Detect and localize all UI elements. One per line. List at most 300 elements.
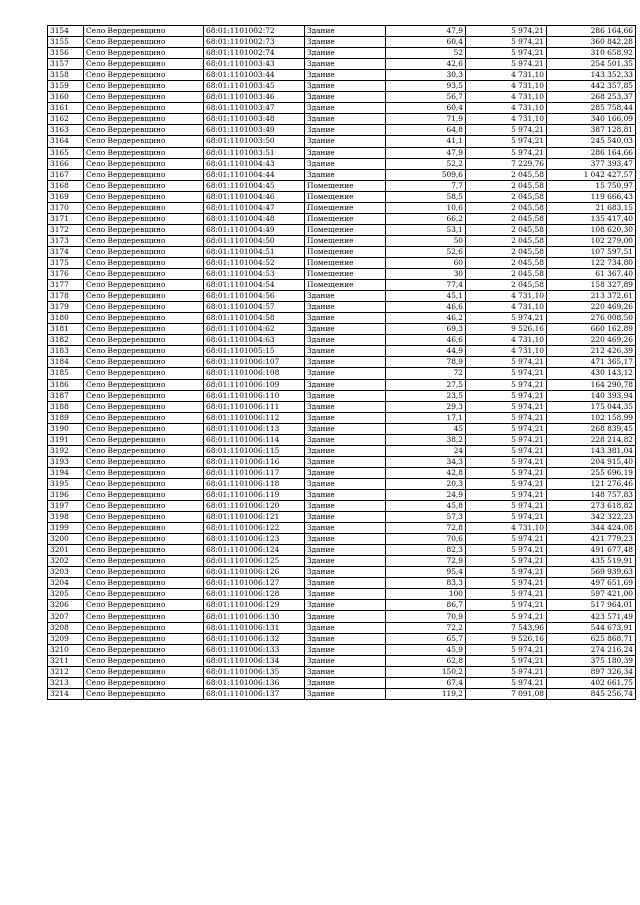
cadastral-number-cell: 68:01:1101006:130 bbox=[204, 611, 305, 622]
specific-value-cell: 5 974,21 bbox=[466, 489, 547, 500]
cadastral-number-cell: 68:01:1101006:135 bbox=[204, 666, 305, 677]
locality-cell: Село Вердеревщино bbox=[84, 291, 204, 302]
cadastral-number-cell: 68:01:1101006:122 bbox=[204, 523, 305, 534]
row-number: 3207 bbox=[48, 611, 84, 622]
object-type-cell: Здание bbox=[305, 644, 386, 655]
specific-value-cell: 4 731,10 bbox=[466, 114, 547, 125]
row-number: 3178 bbox=[48, 291, 84, 302]
cadastral-value-cell: 430 143,12 bbox=[547, 368, 636, 379]
cadastral-value-cell: 377 393,47 bbox=[547, 158, 636, 169]
row-number: 3189 bbox=[48, 412, 84, 423]
locality-cell: Село Вердеревщино bbox=[84, 114, 204, 125]
cadastral-value-cell: 845 256,74 bbox=[547, 688, 636, 699]
table-row bbox=[48, 213, 636, 224]
cadastral-value-cell: 517 964,01 bbox=[547, 600, 636, 611]
cadastral-number-cell: 68:01:1101006:129 bbox=[204, 600, 305, 611]
cadastral-value-cell: 268 253,37 bbox=[547, 92, 636, 103]
object-type-cell: Здание bbox=[305, 578, 386, 589]
locality-cell: Село Вердеревщино bbox=[84, 235, 204, 246]
locality-cell: Село Вердеревщино bbox=[84, 147, 204, 158]
area-cell: 42,6 bbox=[386, 59, 466, 70]
table-row bbox=[48, 48, 636, 59]
table-row bbox=[48, 512, 636, 523]
locality-cell: Село Вердеревщино bbox=[84, 512, 204, 523]
table-row bbox=[48, 523, 636, 534]
specific-value-cell: 4 731,10 bbox=[466, 291, 547, 302]
specific-value-cell: 4 731,10 bbox=[466, 335, 547, 346]
locality-cell: Село Вердеревщино bbox=[84, 257, 204, 268]
specific-value-cell: 5 974,21 bbox=[466, 48, 547, 59]
locality-cell: Село Вердеревщино bbox=[84, 335, 204, 346]
object-type-cell: Здание bbox=[305, 125, 386, 136]
cadastral-number-cell: 68:01:1101002:72 bbox=[204, 26, 305, 37]
cadastral-value-cell: 360 842,28 bbox=[547, 37, 636, 48]
cadastral-value-cell: 1 042 427,57 bbox=[547, 169, 636, 180]
cadastral-value-cell: 61 367,40 bbox=[547, 269, 636, 280]
locality-cell: Село Вердеревщино bbox=[84, 456, 204, 467]
table-row bbox=[48, 357, 636, 368]
cadastral-value-cell: 108 620,30 bbox=[547, 224, 636, 235]
specific-value-cell: 5 974,21 bbox=[466, 655, 547, 666]
table-row bbox=[48, 346, 636, 357]
locality-cell: Село Вердеревщино bbox=[84, 467, 204, 478]
table-row bbox=[48, 423, 636, 434]
locality-cell: Село Вердеревщино bbox=[84, 37, 204, 48]
cadastral-number-cell: 68:01:1101004:56 bbox=[204, 291, 305, 302]
object-type-cell: Здание bbox=[305, 622, 386, 633]
locality-cell: Село Вердеревщино bbox=[84, 534, 204, 545]
area-cell: 41,1 bbox=[386, 136, 466, 147]
locality-cell: Село Вердеревщино bbox=[84, 412, 204, 423]
object-type-cell: Здание bbox=[305, 489, 386, 500]
area-cell: 46,6 bbox=[386, 335, 466, 346]
area-cell: 60,4 bbox=[386, 103, 466, 114]
cadastral-number-cell: 68:01:1101004:54 bbox=[204, 280, 305, 291]
area-cell: 62,8 bbox=[386, 655, 466, 666]
row-number: 3208 bbox=[48, 622, 84, 633]
cadastral-number-cell: 68:01:1101006:131 bbox=[204, 622, 305, 633]
table-row bbox=[48, 644, 636, 655]
table-row bbox=[48, 114, 636, 125]
table-row bbox=[48, 368, 636, 379]
table-row bbox=[48, 688, 636, 699]
cadastral-number-cell: 68:01:1101004:43 bbox=[204, 158, 305, 169]
specific-value-cell: 2 045,58 bbox=[466, 180, 547, 191]
table-row bbox=[48, 169, 636, 180]
row-number: 3160 bbox=[48, 92, 84, 103]
cadastral-value-cell: 164 290,78 bbox=[547, 379, 636, 390]
row-number: 3205 bbox=[48, 589, 84, 600]
cadastral-number-cell: 68:01:1101006:121 bbox=[204, 512, 305, 523]
table-row bbox=[48, 611, 636, 622]
locality-cell: Село Вердеревщино bbox=[84, 688, 204, 699]
area-cell: 45 bbox=[386, 423, 466, 434]
cadastral-value-cell: 497 651,69 bbox=[547, 578, 636, 589]
cadastral-value-cell: 273 618,82 bbox=[547, 501, 636, 512]
object-type-cell: Здание bbox=[305, 158, 386, 169]
cadastral-value-cell: 140 393,94 bbox=[547, 390, 636, 401]
object-type-cell: Здание bbox=[305, 48, 386, 59]
object-type-cell: Здание bbox=[305, 589, 386, 600]
row-number: 3171 bbox=[48, 213, 84, 224]
specific-value-cell: 4 731,10 bbox=[466, 81, 547, 92]
cadastral-value-cell: 897 326,34 bbox=[547, 666, 636, 677]
cadastral-number-cell: 68:01:1101004:46 bbox=[204, 191, 305, 202]
row-number: 3159 bbox=[48, 81, 84, 92]
area-cell: 27,5 bbox=[386, 379, 466, 390]
cadastral-value-cell: 245 540,03 bbox=[547, 136, 636, 147]
cadastral-number-cell: 68:01:1101003:49 bbox=[204, 125, 305, 136]
specific-value-cell: 4 731,10 bbox=[466, 302, 547, 313]
area-cell: 45,8 bbox=[386, 501, 466, 512]
object-type-cell: Здание bbox=[305, 368, 386, 379]
locality-cell: Село Вердеревщино bbox=[84, 269, 204, 280]
locality-cell: Село Вердеревщино bbox=[84, 202, 204, 213]
object-type-cell: Здание bbox=[305, 70, 386, 81]
locality-cell: Село Вердеревщино bbox=[84, 423, 204, 434]
object-type-cell: Помещение bbox=[305, 257, 386, 268]
table-row bbox=[48, 291, 636, 302]
specific-value-cell: 2 045,58 bbox=[466, 191, 547, 202]
locality-cell: Село Вердеревщино bbox=[84, 567, 204, 578]
specific-value-cell: 2 045,58 bbox=[466, 224, 547, 235]
cadastral-number-cell: 68:01:1101004:45 bbox=[204, 180, 305, 191]
locality-cell: Село Вердеревщино bbox=[84, 246, 204, 257]
locality-cell: Село Вердеревщино bbox=[84, 545, 204, 556]
specific-value-cell: 7 091,08 bbox=[466, 688, 547, 699]
row-number: 3188 bbox=[48, 401, 84, 412]
object-type-cell: Здание bbox=[305, 445, 386, 456]
locality-cell: Село Вердеревщино bbox=[84, 390, 204, 401]
cadastral-number-cell: 68:01:1101004:50 bbox=[204, 235, 305, 246]
cadastral-value-cell: 387 128,81 bbox=[547, 125, 636, 136]
table-row bbox=[48, 59, 636, 70]
row-number: 3157 bbox=[48, 59, 84, 70]
cadastral-number-cell: 68:01:1101006:117 bbox=[204, 467, 305, 478]
cadastral-value-cell: 255 696,19 bbox=[547, 467, 636, 478]
table-row bbox=[48, 622, 636, 633]
table-row bbox=[48, 478, 636, 489]
row-number: 3196 bbox=[48, 489, 84, 500]
locality-cell: Село Вердеревщино bbox=[84, 401, 204, 412]
object-type-cell: Здание bbox=[305, 434, 386, 445]
specific-value-cell: 5 974,21 bbox=[466, 501, 547, 512]
specific-value-cell: 5 974,21 bbox=[466, 677, 547, 688]
area-cell: 29,3 bbox=[386, 401, 466, 412]
area-cell: 66,2 bbox=[386, 213, 466, 224]
cadastral-number-cell: 68:01:1101006:126 bbox=[204, 567, 305, 578]
object-type-cell: Здание bbox=[305, 379, 386, 390]
cadastral-number-cell: 68:01:1101006:124 bbox=[204, 545, 305, 556]
cadastral-number-cell: 68:01:1101006:134 bbox=[204, 655, 305, 666]
locality-cell: Село Вердеревщино bbox=[84, 434, 204, 445]
cadastral-number-cell: 68:01:1101006:111 bbox=[204, 401, 305, 412]
area-cell: 30,3 bbox=[386, 70, 466, 81]
row-number: 3193 bbox=[48, 456, 84, 467]
cadastral-value-cell: 286 164,66 bbox=[547, 147, 636, 158]
table-row bbox=[48, 136, 636, 147]
row-number: 3194 bbox=[48, 467, 84, 478]
table-row bbox=[48, 37, 636, 48]
object-type-cell: Здание bbox=[305, 512, 386, 523]
row-number: 3173 bbox=[48, 235, 84, 246]
row-number: 3187 bbox=[48, 390, 84, 401]
specific-value-cell: 2 045,58 bbox=[466, 257, 547, 268]
area-cell: 52,6 bbox=[386, 246, 466, 257]
cadastral-number-cell: 68:01:1101006:123 bbox=[204, 534, 305, 545]
row-number: 3154 bbox=[48, 26, 84, 37]
cadastral-number-cell: 68:01:1101003:51 bbox=[204, 147, 305, 158]
object-type-cell: Здание bbox=[305, 81, 386, 92]
cadastral-number-cell: 68:01:1101006:127 bbox=[204, 578, 305, 589]
object-type-cell: Здание bbox=[305, 357, 386, 368]
specific-value-cell: 9 526,16 bbox=[466, 633, 547, 644]
row-number: 3176 bbox=[48, 269, 84, 280]
cadastral-value-cell: 220 469,26 bbox=[547, 335, 636, 346]
cadastral-number-cell: 68:01:1101006:125 bbox=[204, 556, 305, 567]
cadastral-number-cell: 68:01:1101005:15 bbox=[204, 346, 305, 357]
locality-cell: Село Вердеревщино bbox=[84, 556, 204, 567]
row-number: 3190 bbox=[48, 423, 84, 434]
cadastral-value-cell: 285 758,44 bbox=[547, 103, 636, 114]
area-cell: 95,4 bbox=[386, 567, 466, 578]
object-type-cell: Здание bbox=[305, 114, 386, 125]
locality-cell: Село Вердеревщино bbox=[84, 136, 204, 147]
area-cell: 46,2 bbox=[386, 313, 466, 324]
table-row bbox=[48, 81, 636, 92]
area-cell: 24 bbox=[386, 445, 466, 456]
row-number: 3186 bbox=[48, 379, 84, 390]
area-cell: 77,4 bbox=[386, 280, 466, 291]
specific-value-cell: 4 731,10 bbox=[466, 103, 547, 114]
cadastral-number-cell: 68:01:1101004:62 bbox=[204, 324, 305, 335]
cadastral-value-cell: 544 673,91 bbox=[547, 622, 636, 633]
object-type-cell: Здание bbox=[305, 545, 386, 556]
table-row bbox=[48, 655, 636, 666]
locality-cell: Село Вердеревщино bbox=[84, 501, 204, 512]
cadastral-number-cell: 68:01:1101002:74 bbox=[204, 48, 305, 59]
table-row bbox=[48, 390, 636, 401]
area-cell: 60,4 bbox=[386, 37, 466, 48]
area-cell: 58,5 bbox=[386, 191, 466, 202]
cadastral-number-cell: 68:01:1101006:116 bbox=[204, 456, 305, 467]
cadastral-number-cell: 68:01:1101004:49 bbox=[204, 224, 305, 235]
cadastral-value-cell: 344 424,08 bbox=[547, 523, 636, 534]
locality-cell: Село Вердеревщино bbox=[84, 81, 204, 92]
row-number: 3206 bbox=[48, 600, 84, 611]
area-cell: 52,2 bbox=[386, 158, 466, 169]
object-type-cell: Здание bbox=[305, 401, 386, 412]
row-number: 3183 bbox=[48, 346, 84, 357]
area-cell: 56,7 bbox=[386, 92, 466, 103]
cadastral-number-cell: 68:01:1101004:53 bbox=[204, 269, 305, 280]
specific-value-cell: 5 974,21 bbox=[466, 390, 547, 401]
cadastral-number-cell: 68:01:1101004:44 bbox=[204, 169, 305, 180]
table-row bbox=[48, 567, 636, 578]
row-number: 3195 bbox=[48, 478, 84, 489]
specific-value-cell: 5 974,21 bbox=[466, 368, 547, 379]
table-row bbox=[48, 70, 636, 81]
locality-cell: Село Вердеревщино bbox=[84, 644, 204, 655]
specific-value-cell: 2 045,58 bbox=[466, 213, 547, 224]
cadastral-number-cell: 68:01:1101002:73 bbox=[204, 37, 305, 48]
row-number: 3158 bbox=[48, 70, 84, 81]
specific-value-cell: 5 974,21 bbox=[466, 445, 547, 456]
object-type-cell: Здание bbox=[305, 136, 386, 147]
area-cell: 83,3 bbox=[386, 578, 466, 589]
row-number: 3204 bbox=[48, 578, 84, 589]
locality-cell: Село Вердеревщино bbox=[84, 26, 204, 37]
table-row bbox=[48, 534, 636, 545]
cadastral-number-cell: 68:01:1101006:132 bbox=[204, 633, 305, 644]
object-type-cell: Здание bbox=[305, 313, 386, 324]
row-number: 3209 bbox=[48, 633, 84, 644]
object-type-cell: Помещение bbox=[305, 180, 386, 191]
specific-value-cell: 4 731,10 bbox=[466, 92, 547, 103]
specific-value-cell: 5 974,21 bbox=[466, 357, 547, 368]
row-number: 3155 bbox=[48, 37, 84, 48]
area-cell: 10,6 bbox=[386, 202, 466, 213]
locality-cell: Село Вердеревщино bbox=[84, 489, 204, 500]
locality-cell: Село Вердеревщино bbox=[84, 70, 204, 81]
row-number: 3213 bbox=[48, 677, 84, 688]
table-row bbox=[48, 224, 636, 235]
table-row bbox=[48, 191, 636, 202]
locality-cell: Село Вердеревщино bbox=[84, 48, 204, 59]
specific-value-cell: 5 974,21 bbox=[466, 611, 547, 622]
table-row bbox=[48, 589, 636, 600]
specific-value-cell: 5 974,21 bbox=[466, 379, 547, 390]
row-number: 3172 bbox=[48, 224, 84, 235]
cadastral-number-cell: 68:01:1101006:133 bbox=[204, 644, 305, 655]
object-type-cell: Здание bbox=[305, 346, 386, 357]
area-cell: 20,3 bbox=[386, 478, 466, 489]
locality-cell: Село Вердеревщино bbox=[84, 445, 204, 456]
cadastral-value-cell: 228 214,82 bbox=[547, 434, 636, 445]
specific-value-cell: 5 974,21 bbox=[466, 467, 547, 478]
object-type-cell: Здание bbox=[305, 501, 386, 512]
cadastral-value-cell: 625 868,71 bbox=[547, 633, 636, 644]
specific-value-cell: 2 045,58 bbox=[466, 235, 547, 246]
cadastral-value-cell: 102 279,00 bbox=[547, 235, 636, 246]
row-number: 3212 bbox=[48, 666, 84, 677]
area-cell: 23,5 bbox=[386, 390, 466, 401]
cadastral-value-cell: 143 381,04 bbox=[547, 445, 636, 456]
row-number: 3210 bbox=[48, 644, 84, 655]
table-row bbox=[48, 324, 636, 335]
object-type-cell: Здание bbox=[305, 147, 386, 158]
specific-value-cell: 2 045,58 bbox=[466, 169, 547, 180]
specific-value-cell: 5 974,21 bbox=[466, 59, 547, 70]
cadastral-value-cell: 471 365,17 bbox=[547, 357, 636, 368]
object-type-cell: Здание bbox=[305, 302, 386, 313]
cadastral-number-cell: 68:01:1101003:44 bbox=[204, 70, 305, 81]
table-row bbox=[48, 456, 636, 467]
object-type-cell: Здание bbox=[305, 37, 386, 48]
specific-value-cell: 7 229,76 bbox=[466, 158, 547, 169]
area-cell: 30 bbox=[386, 269, 466, 280]
object-type-cell: Помещение bbox=[305, 213, 386, 224]
area-cell: 34,3 bbox=[386, 456, 466, 467]
specific-value-cell: 5 974,21 bbox=[466, 434, 547, 445]
cadastral-value-cell: 340 166,09 bbox=[547, 114, 636, 125]
cadastral-value-cell: 143 352,33 bbox=[547, 70, 636, 81]
locality-cell: Село Вердеревщино bbox=[84, 655, 204, 666]
cadastral-value-cell: 268 839,45 bbox=[547, 423, 636, 434]
area-cell: 47,9 bbox=[386, 147, 466, 158]
table-row bbox=[48, 467, 636, 478]
specific-value-cell: 4 731,10 bbox=[466, 70, 547, 81]
specific-value-cell: 5 974,21 bbox=[466, 412, 547, 423]
object-type-cell: Здание bbox=[305, 677, 386, 688]
area-cell: 57,3 bbox=[386, 512, 466, 523]
row-number: 3175 bbox=[48, 257, 84, 268]
locality-cell: Село Вердеревщино bbox=[84, 677, 204, 688]
row-number: 3192 bbox=[48, 445, 84, 456]
specific-value-cell: 2 045,58 bbox=[466, 202, 547, 213]
cadastral-number-cell: 68:01:1101004:63 bbox=[204, 335, 305, 346]
area-cell: 509,6 bbox=[386, 169, 466, 180]
row-number: 3211 bbox=[48, 655, 84, 666]
locality-cell: Село Вердеревщино bbox=[84, 346, 204, 357]
area-cell: 72,2 bbox=[386, 622, 466, 633]
area-cell: 50 bbox=[386, 235, 466, 246]
area-cell: 100 bbox=[386, 589, 466, 600]
row-number: 3181 bbox=[48, 324, 84, 335]
locality-cell: Село Вердеревщино bbox=[84, 103, 204, 114]
row-number: 3169 bbox=[48, 191, 84, 202]
cadastral-value-cell: 569 939,63 bbox=[547, 567, 636, 578]
cadastral-value-cell: 220 469,26 bbox=[547, 302, 636, 313]
cadastral-number-cell: 68:01:1101004:57 bbox=[204, 302, 305, 313]
object-type-cell: Помещение bbox=[305, 269, 386, 280]
cadastral-value-cell: 491 677,48 bbox=[547, 545, 636, 556]
row-number: 3199 bbox=[48, 523, 84, 534]
table-row bbox=[48, 246, 636, 257]
cadastral-value-table bbox=[47, 25, 636, 700]
object-type-cell: Помещение bbox=[305, 246, 386, 257]
row-number: 3214 bbox=[48, 688, 84, 699]
area-cell: 72 bbox=[386, 368, 466, 379]
table-row bbox=[48, 545, 636, 556]
table-row bbox=[48, 158, 636, 169]
row-number: 3161 bbox=[48, 103, 84, 114]
table-row bbox=[48, 489, 636, 500]
table-row bbox=[48, 125, 636, 136]
cadastral-value-cell: 135 417,40 bbox=[547, 213, 636, 224]
cadastral-number-cell: 68:01:1101006:108 bbox=[204, 368, 305, 379]
table-row bbox=[48, 92, 636, 103]
locality-cell: Село Вердеревщино bbox=[84, 313, 204, 324]
object-type-cell: Здание bbox=[305, 556, 386, 567]
object-type-cell: Здание bbox=[305, 633, 386, 644]
locality-cell: Село Вердеревщино bbox=[84, 523, 204, 534]
table-row bbox=[48, 335, 636, 346]
cadastral-number-cell: 68:01:1101006:109 bbox=[204, 379, 305, 390]
specific-value-cell: 5 974,21 bbox=[466, 567, 547, 578]
table-row bbox=[48, 666, 636, 677]
locality-cell: Село Вердеревщино bbox=[84, 622, 204, 633]
area-cell: 69,3 bbox=[386, 324, 466, 335]
cadastral-value-cell: 435 519,91 bbox=[547, 556, 636, 567]
area-cell: 47,9 bbox=[386, 26, 466, 37]
locality-cell: Село Вердеревщино bbox=[84, 280, 204, 291]
row-number: 3200 bbox=[48, 534, 84, 545]
cadastral-number-cell: 68:01:1101004:52 bbox=[204, 257, 305, 268]
area-cell: 7,7 bbox=[386, 180, 466, 191]
row-number: 3179 bbox=[48, 302, 84, 313]
table-row bbox=[48, 501, 636, 512]
